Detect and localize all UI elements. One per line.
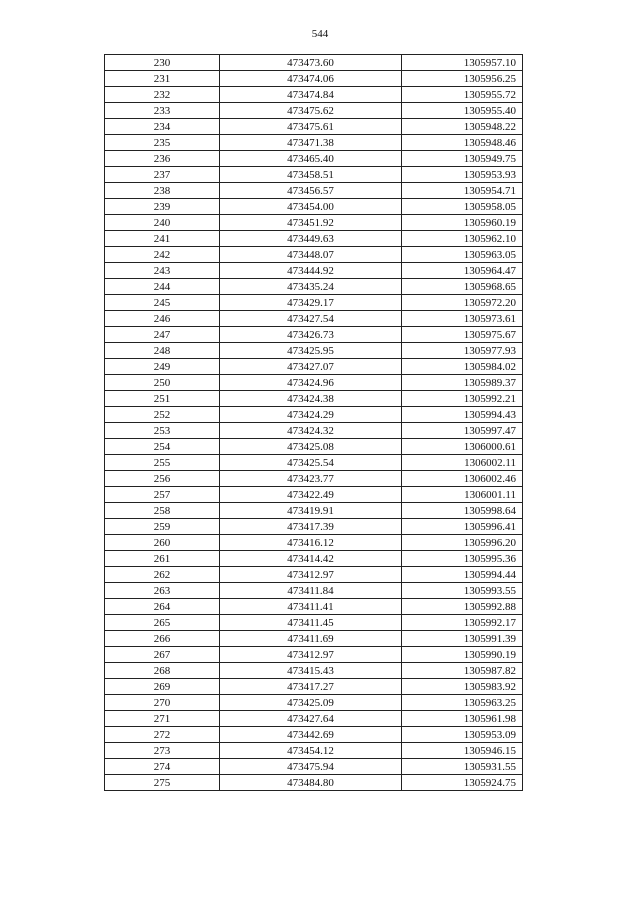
y-coordinate-cell: 1305953.93 — [402, 167, 523, 183]
point-number-cell: 257 — [105, 487, 220, 503]
y-coordinate-cell: 1305984.02 — [402, 359, 523, 375]
table-row — [105, 391, 523, 407]
x-coordinate-cell: 473411.41 — [220, 599, 402, 615]
point-number-cell: 249 — [105, 359, 220, 375]
x-coordinate-cell: 473427.54 — [220, 311, 402, 327]
x-coordinate-cell: 473454.12 — [220, 743, 402, 759]
y-coordinate-cell: 1305953.09 — [402, 727, 523, 743]
y-coordinate-cell: 1305998.64 — [402, 503, 523, 519]
x-coordinate-cell: 473414.42 — [220, 551, 402, 567]
y-coordinate-cell: 1305992.17 — [402, 615, 523, 631]
x-coordinate-cell: 473451.92 — [220, 215, 402, 231]
y-coordinate-cell: 1305990.19 — [402, 647, 523, 663]
x-coordinate-cell: 473424.29 — [220, 407, 402, 423]
point-number-cell: 260 — [105, 535, 220, 551]
x-coordinate-cell: 473416.12 — [220, 535, 402, 551]
table-row — [105, 679, 523, 695]
y-coordinate-cell: 1305993.55 — [402, 583, 523, 599]
table-row — [105, 551, 523, 567]
y-coordinate-cell: 1305991.39 — [402, 631, 523, 647]
x-coordinate-cell: 473427.64 — [220, 711, 402, 727]
coordinates-table — [104, 54, 523, 791]
x-coordinate-cell: 473474.06 — [220, 71, 402, 87]
table-row — [105, 535, 523, 551]
point-number-cell: 245 — [105, 295, 220, 311]
table-row — [105, 215, 523, 231]
table-row — [105, 247, 523, 263]
table-row — [105, 55, 523, 71]
point-number-cell: 237 — [105, 167, 220, 183]
y-coordinate-cell: 1305948.22 — [402, 119, 523, 135]
point-number-cell: 271 — [105, 711, 220, 727]
point-number-cell: 269 — [105, 679, 220, 695]
point-number-cell: 230 — [105, 55, 220, 71]
table-row — [105, 183, 523, 199]
point-number-cell: 273 — [105, 743, 220, 759]
x-coordinate-cell: 473465.40 — [220, 151, 402, 167]
table-row — [105, 439, 523, 455]
table-row — [105, 231, 523, 247]
x-coordinate-cell: 473411.45 — [220, 615, 402, 631]
point-number-cell: 234 — [105, 119, 220, 135]
table-row — [105, 311, 523, 327]
y-coordinate-cell: 1305924.75 — [402, 775, 523, 791]
point-number-cell: 241 — [105, 231, 220, 247]
y-coordinate-cell: 1305956.25 — [402, 71, 523, 87]
x-coordinate-cell: 473417.27 — [220, 679, 402, 695]
y-coordinate-cell: 1305949.75 — [402, 151, 523, 167]
x-coordinate-cell: 473444.92 — [220, 263, 402, 279]
y-coordinate-cell: 1305961.98 — [402, 711, 523, 727]
y-coordinate-cell: 1305972.20 — [402, 295, 523, 311]
y-coordinate-cell: 1305962.10 — [402, 231, 523, 247]
table-row — [105, 151, 523, 167]
table-row — [105, 583, 523, 599]
x-coordinate-cell: 473424.38 — [220, 391, 402, 407]
point-number-cell: 266 — [105, 631, 220, 647]
x-coordinate-cell: 473425.09 — [220, 695, 402, 711]
y-coordinate-cell: 1305963.25 — [402, 695, 523, 711]
table-row — [105, 199, 523, 215]
y-coordinate-cell: 1305992.21 — [402, 391, 523, 407]
point-number-cell: 242 — [105, 247, 220, 263]
x-coordinate-cell: 473473.60 — [220, 55, 402, 71]
table-row — [105, 359, 523, 375]
table-row — [105, 375, 523, 391]
y-coordinate-cell: 1305960.19 — [402, 215, 523, 231]
table-row — [105, 343, 523, 359]
point-number-cell: 232 — [105, 87, 220, 103]
table-row — [105, 663, 523, 679]
table-row — [105, 631, 523, 647]
y-coordinate-cell: 1305994.43 — [402, 407, 523, 423]
y-coordinate-cell: 1306002.11 — [402, 455, 523, 471]
table-row — [105, 759, 523, 775]
y-coordinate-cell: 1305987.82 — [402, 663, 523, 679]
table-row — [105, 727, 523, 743]
table-row — [105, 279, 523, 295]
page-number: 544 — [311, 28, 329, 40]
table-row — [105, 567, 523, 583]
point-number-cell: 240 — [105, 215, 220, 231]
table-row — [105, 487, 523, 503]
point-number-cell: 259 — [105, 519, 220, 535]
point-number-cell: 248 — [105, 343, 220, 359]
table-row — [105, 711, 523, 727]
x-coordinate-cell: 473425.54 — [220, 455, 402, 471]
table-row — [105, 455, 523, 471]
x-coordinate-cell: 473422.49 — [220, 487, 402, 503]
table-row — [105, 119, 523, 135]
y-coordinate-cell: 1305964.47 — [402, 263, 523, 279]
point-number-cell: 263 — [105, 583, 220, 599]
point-number-cell: 270 — [105, 695, 220, 711]
y-coordinate-cell: 1305994.44 — [402, 567, 523, 583]
x-coordinate-cell: 473427.07 — [220, 359, 402, 375]
x-coordinate-cell: 473435.24 — [220, 279, 402, 295]
x-coordinate-cell: 473425.08 — [220, 439, 402, 455]
point-number-cell: 275 — [105, 775, 220, 791]
table-row — [105, 135, 523, 151]
point-number-cell: 274 — [105, 759, 220, 775]
x-coordinate-cell: 473423.77 — [220, 471, 402, 487]
y-coordinate-cell: 1305946.15 — [402, 743, 523, 759]
table-row — [105, 71, 523, 87]
table-row — [105, 407, 523, 423]
point-number-cell: 244 — [105, 279, 220, 295]
x-coordinate-cell: 473475.94 — [220, 759, 402, 775]
point-number-cell: 250 — [105, 375, 220, 391]
y-coordinate-cell: 1305973.61 — [402, 311, 523, 327]
point-number-cell: 265 — [105, 615, 220, 631]
x-coordinate-cell: 473454.00 — [220, 199, 402, 215]
x-coordinate-cell: 473412.97 — [220, 567, 402, 583]
point-number-cell: 243 — [105, 263, 220, 279]
y-coordinate-cell: 1305975.67 — [402, 327, 523, 343]
point-number-cell: 258 — [105, 503, 220, 519]
point-number-cell: 251 — [105, 391, 220, 407]
point-number-cell: 255 — [105, 455, 220, 471]
coordinates-table-body — [105, 55, 523, 791]
point-number-cell: 264 — [105, 599, 220, 615]
point-number-cell: 247 — [105, 327, 220, 343]
y-coordinate-cell: 1305958.05 — [402, 199, 523, 215]
y-coordinate-cell: 1305992.88 — [402, 599, 523, 615]
y-coordinate-cell: 1305948.46 — [402, 135, 523, 151]
x-coordinate-cell: 473484.80 — [220, 775, 402, 791]
x-coordinate-cell: 473474.84 — [220, 87, 402, 103]
table-row — [105, 87, 523, 103]
x-coordinate-cell: 473448.07 — [220, 247, 402, 263]
x-coordinate-cell: 473449.63 — [220, 231, 402, 247]
x-coordinate-cell: 473475.61 — [220, 119, 402, 135]
point-number-cell: 238 — [105, 183, 220, 199]
x-coordinate-cell: 473419.91 — [220, 503, 402, 519]
y-coordinate-cell: 1305955.40 — [402, 103, 523, 119]
x-coordinate-cell: 473471.38 — [220, 135, 402, 151]
point-number-cell: 246 — [105, 311, 220, 327]
point-number-cell: 256 — [105, 471, 220, 487]
x-coordinate-cell: 473411.84 — [220, 583, 402, 599]
point-number-cell: 267 — [105, 647, 220, 663]
y-coordinate-cell: 1305968.65 — [402, 279, 523, 295]
x-coordinate-cell: 473424.96 — [220, 375, 402, 391]
y-coordinate-cell: 1305954.71 — [402, 183, 523, 199]
x-coordinate-cell: 473417.39 — [220, 519, 402, 535]
x-coordinate-cell: 473475.62 — [220, 103, 402, 119]
point-number-cell: 235 — [105, 135, 220, 151]
x-coordinate-cell: 473425.95 — [220, 343, 402, 359]
point-number-cell: 236 — [105, 151, 220, 167]
y-coordinate-cell: 1305995.36 — [402, 551, 523, 567]
x-coordinate-cell: 473426.73 — [220, 327, 402, 343]
table-row — [105, 503, 523, 519]
y-coordinate-cell: 1305997.47 — [402, 423, 523, 439]
table-row — [105, 263, 523, 279]
point-number-cell: 239 — [105, 199, 220, 215]
y-coordinate-cell: 1305989.37 — [402, 375, 523, 391]
x-coordinate-cell: 473424.32 — [220, 423, 402, 439]
point-number-cell: 262 — [105, 567, 220, 583]
point-number-cell: 254 — [105, 439, 220, 455]
table-row — [105, 615, 523, 631]
x-coordinate-cell: 473412.97 — [220, 647, 402, 663]
y-coordinate-cell: 1305996.41 — [402, 519, 523, 535]
point-number-cell: 268 — [105, 663, 220, 679]
point-number-cell: 233 — [105, 103, 220, 119]
table-row — [105, 167, 523, 183]
table-row — [105, 775, 523, 791]
table-row — [105, 471, 523, 487]
table-row — [105, 599, 523, 615]
table-row — [105, 519, 523, 535]
point-number-cell: 231 — [105, 71, 220, 87]
x-coordinate-cell: 473458.51 — [220, 167, 402, 183]
x-coordinate-cell: 473442.69 — [220, 727, 402, 743]
x-coordinate-cell: 473415.43 — [220, 663, 402, 679]
table-row — [105, 103, 523, 119]
y-coordinate-cell: 1306002.46 — [402, 471, 523, 487]
table-row — [105, 295, 523, 311]
y-coordinate-cell: 1305996.20 — [402, 535, 523, 551]
x-coordinate-cell: 473429.17 — [220, 295, 402, 311]
y-coordinate-cell: 1305931.55 — [402, 759, 523, 775]
table-row — [105, 327, 523, 343]
y-coordinate-cell: 1305983.92 — [402, 679, 523, 695]
table-row — [105, 423, 523, 439]
table-row — [105, 695, 523, 711]
y-coordinate-cell: 1305977.93 — [402, 343, 523, 359]
y-coordinate-cell: 1306000.61 — [402, 439, 523, 455]
table-row — [105, 743, 523, 759]
y-coordinate-cell: 1306001.11 — [402, 487, 523, 503]
y-coordinate-cell: 1305963.05 — [402, 247, 523, 263]
x-coordinate-cell: 473456.57 — [220, 183, 402, 199]
x-coordinate-cell: 473411.69 — [220, 631, 402, 647]
point-number-cell: 272 — [105, 727, 220, 743]
y-coordinate-cell: 1305955.72 — [402, 87, 523, 103]
table-row — [105, 647, 523, 663]
point-number-cell: 253 — [105, 423, 220, 439]
point-number-cell: 252 — [105, 407, 220, 423]
point-number-cell: 261 — [105, 551, 220, 567]
y-coordinate-cell: 1305957.10 — [402, 55, 523, 71]
